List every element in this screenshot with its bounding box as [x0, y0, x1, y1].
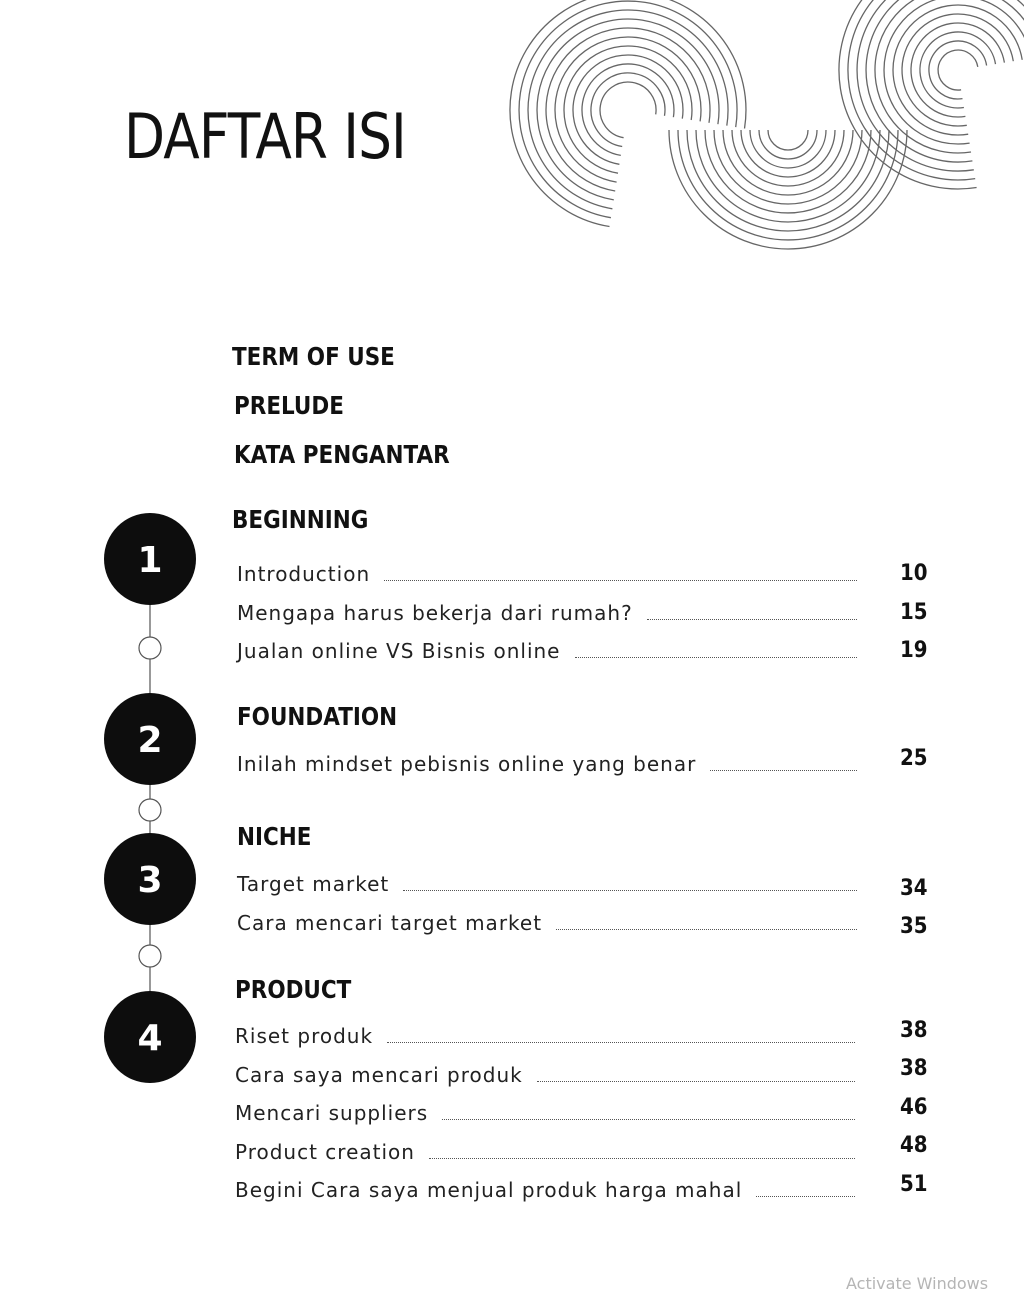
page-number: 19 — [900, 638, 928, 663]
toc-entry-label: Cara saya mencari produk — [235, 1063, 523, 1087]
toc-entry[interactable] — [237, 556, 857, 586]
decor-arc — [564, 46, 692, 173]
toc-entry[interactable] — [237, 633, 857, 663]
decor-arc — [750, 130, 826, 168]
timeline-node — [139, 799, 161, 821]
section-number-3: 3 — [137, 860, 163, 901]
dot-leader — [575, 657, 858, 658]
toc-entry[interactable] — [237, 866, 857, 896]
decor-arc — [528, 10, 728, 209]
toc-item-term-of-use[interactable]: TERM OF USE — [232, 342, 395, 371]
toc-entry-label: Product creation — [235, 1140, 415, 1164]
dot-leader — [387, 1042, 855, 1043]
section-heading-product[interactable]: PRODUCT — [235, 975, 352, 1004]
toc-entry[interactable] — [237, 746, 857, 776]
decor-arc — [893, 5, 1022, 135]
toc-entry[interactable] — [237, 595, 857, 625]
section-heading-beginning[interactable]: BEGINNING — [232, 505, 369, 534]
toc-entry-label: Introduction — [237, 562, 371, 586]
decor-arc — [920, 32, 996, 108]
toc-entry[interactable] — [235, 1018, 855, 1048]
toc-entry[interactable] — [237, 905, 857, 935]
decor-arc — [555, 37, 701, 182]
toc-entry[interactable] — [235, 1095, 855, 1125]
page-number: 34 — [900, 876, 928, 901]
decor-arc — [600, 82, 656, 138]
decor-arc — [687, 130, 889, 231]
decor-arc — [591, 73, 665, 147]
toc-entry[interactable] — [235, 1057, 855, 1087]
activate-windows-watermark: Activate Windows — [846, 1274, 989, 1293]
dot-leader — [756, 1196, 855, 1197]
page-number: 38 — [900, 1056, 928, 1081]
decor-arc — [848, 0, 1024, 180]
toc-entry-label: Mengapa harus bekerja dari rumah? — [237, 601, 633, 625]
dot-leader — [710, 770, 857, 771]
decor-arc — [875, 0, 1024, 153]
timeline-node — [139, 945, 161, 967]
decor-arc — [884, 0, 1024, 144]
toc-item-kata-pengantar[interactable]: KATA PENGANTAR — [234, 440, 450, 469]
toc-entry-label: Inilah mindset pebisnis online yang benar — [237, 752, 697, 776]
dot-leader — [442, 1119, 855, 1120]
page-number: 46 — [900, 1095, 928, 1120]
dot-leader — [429, 1158, 855, 1159]
page-number: 25 — [900, 746, 928, 771]
decor-arc — [768, 130, 808, 150]
timeline-node — [139, 637, 161, 659]
decor-arc — [714, 130, 862, 204]
section-heading-niche[interactable]: NICHE — [237, 822, 312, 851]
decor-arc — [741, 130, 835, 177]
toc-entry[interactable] — [235, 1172, 855, 1202]
dot-leader — [556, 929, 857, 930]
decor-arc — [573, 55, 683, 164]
toc-entry[interactable] — [235, 1134, 855, 1164]
page-number: 15 — [900, 600, 928, 625]
toc-entry-label: Jualan online VS Bisnis online — [237, 639, 561, 663]
concentric-wave-arcs-icon — [488, 0, 1024, 262]
toc-item-prelude[interactable]: PRELUDE — [234, 391, 344, 420]
dot-leader — [537, 1081, 855, 1082]
page-title: DAFTAR ISI — [124, 100, 406, 173]
decor-arc — [911, 23, 1004, 117]
page-number: 35 — [900, 914, 928, 939]
toc-entry-label: Begini Cara saya menjual produk harga mahal — [235, 1178, 743, 1202]
toc-entry-label: Riset produk — [235, 1024, 374, 1048]
decor-arc — [582, 64, 674, 155]
dot-leader — [647, 619, 857, 620]
decor-arc — [678, 130, 898, 240]
decor-arc — [519, 1, 737, 218]
decor-arc — [759, 130, 817, 159]
decor-arc — [546, 28, 710, 191]
section-heading-foundation[interactable]: FOUNDATION — [237, 702, 398, 731]
toc-entry-label: Cara mencari target market — [237, 911, 543, 935]
decor-arc — [902, 14, 1013, 126]
decor-arc — [938, 50, 978, 90]
section-timeline — [100, 505, 204, 1095]
section-number-4: 4 — [137, 1018, 163, 1059]
page-number: 38 — [900, 1018, 928, 1043]
page-number: 10 — [900, 561, 928, 586]
dot-leader — [403, 890, 857, 891]
dot-leader — [384, 580, 857, 581]
page-number: 51 — [900, 1172, 928, 1197]
page-number: 48 — [900, 1133, 928, 1158]
toc-entry-label: Mencari suppliers — [235, 1101, 429, 1125]
toc-entry-label: Target market — [237, 872, 390, 896]
section-number-1: 1 — [137, 540, 163, 581]
section-number-2: 2 — [137, 720, 163, 761]
